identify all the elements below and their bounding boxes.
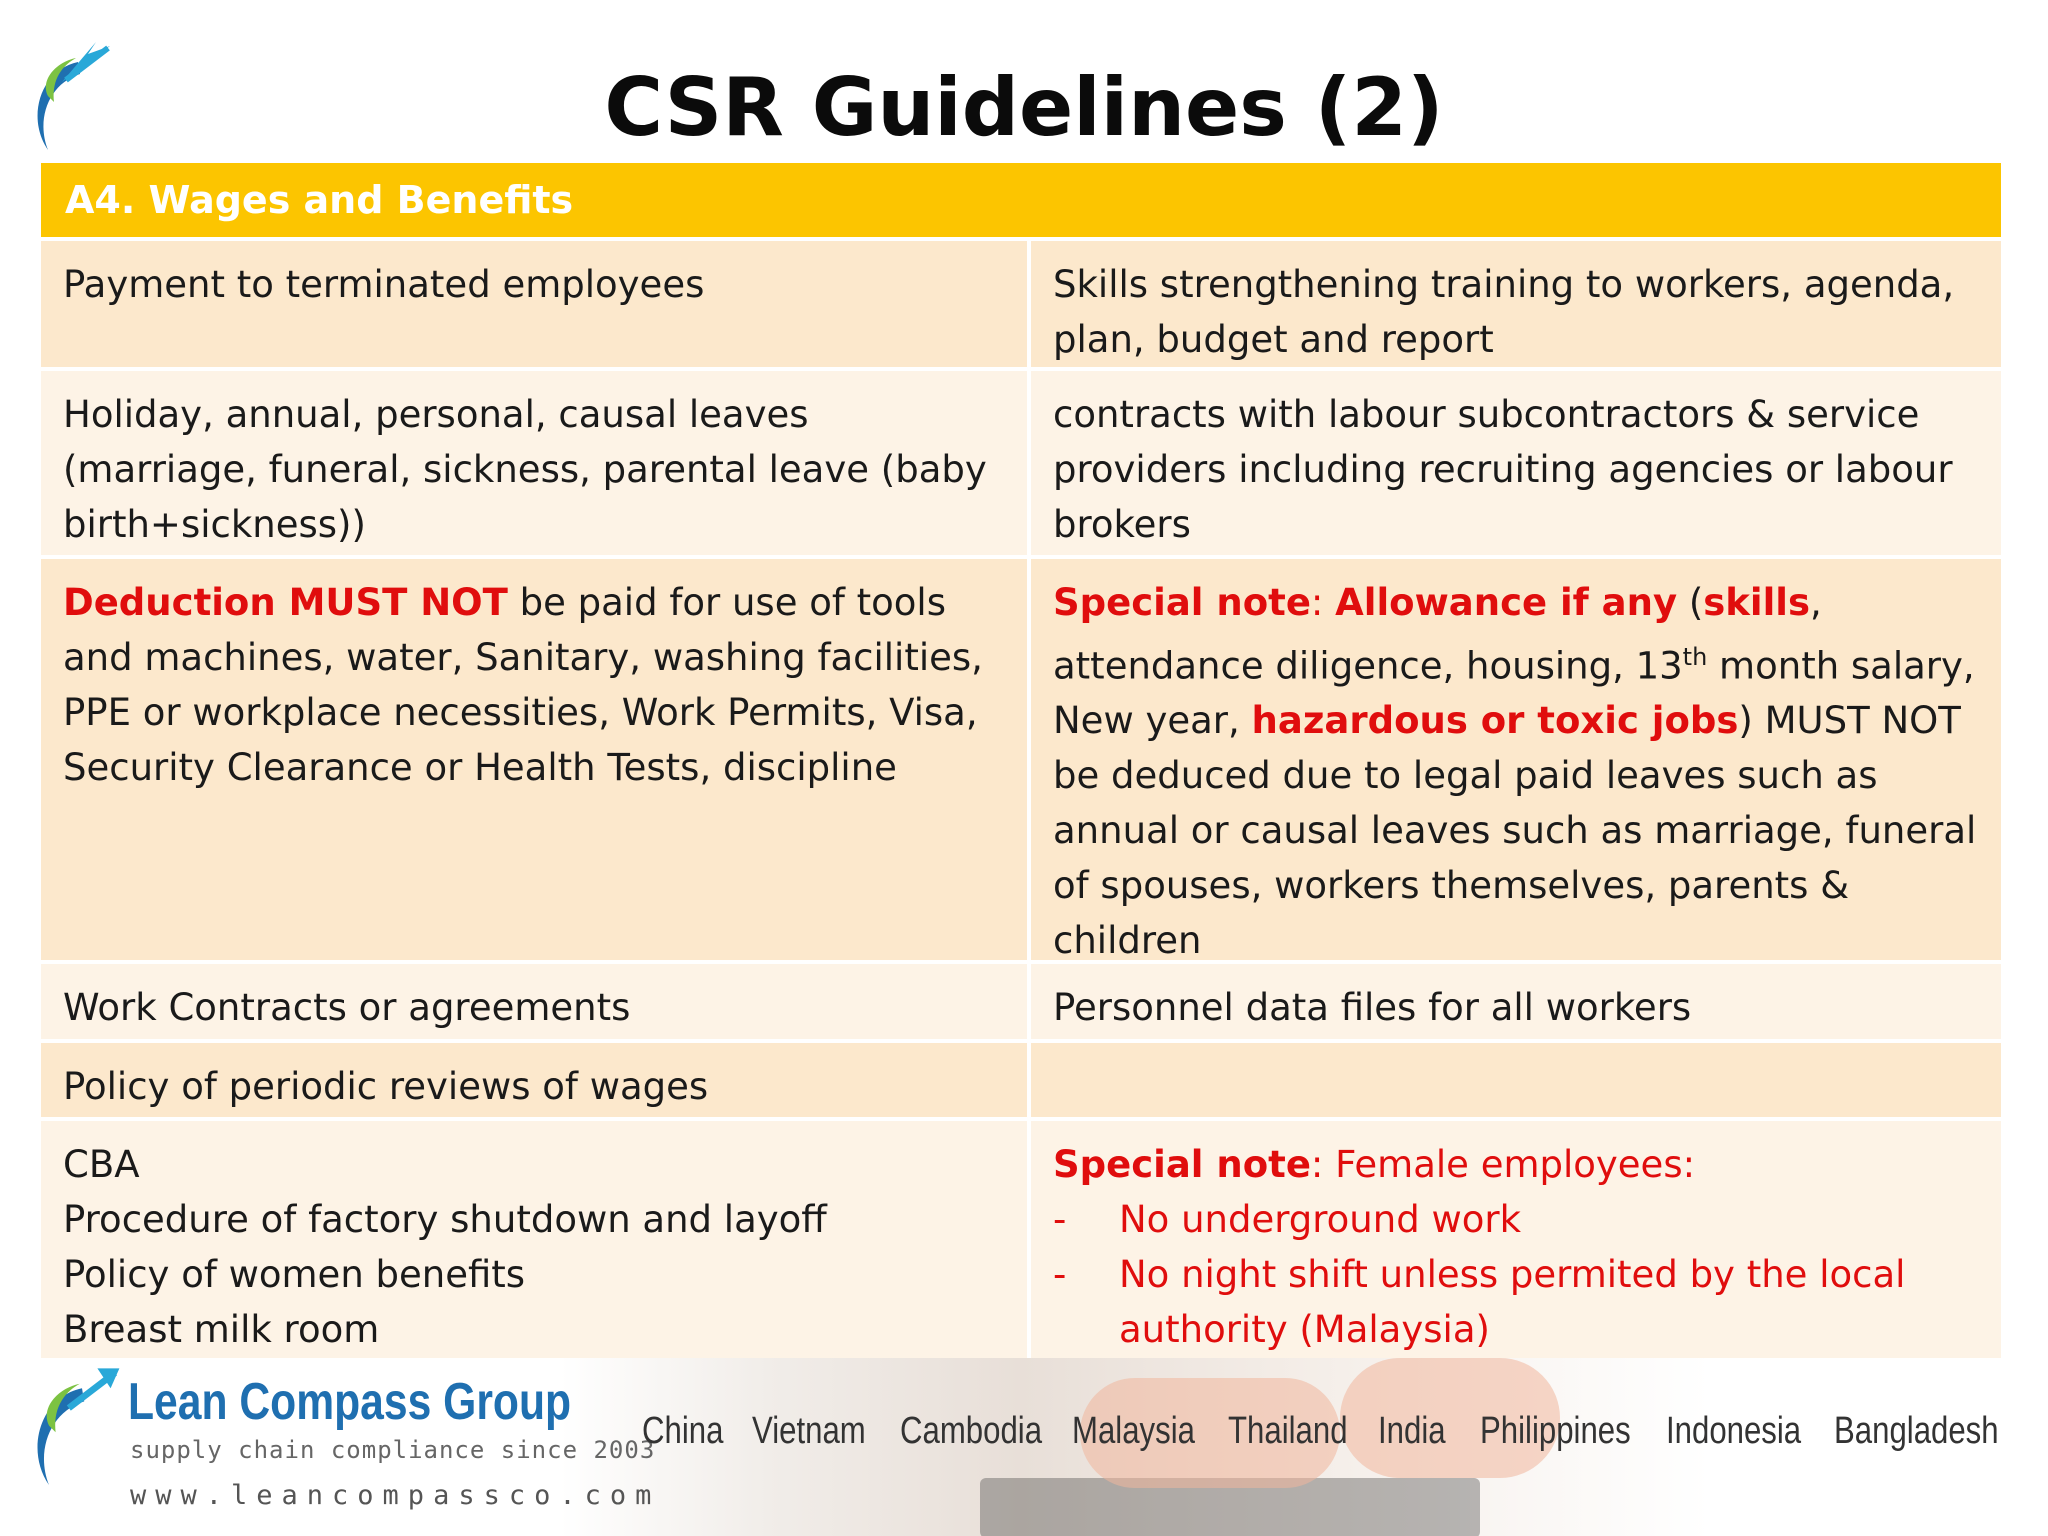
special-note-colon: : [1310, 581, 1336, 624]
bullet-text: No underground work [1119, 1198, 1521, 1241]
special-note-label: Special note [1053, 1143, 1311, 1186]
country-list [642, 1410, 2004, 1453]
country-label: Cambodia [900, 1410, 1043, 1452]
table-cell [41, 559, 1027, 960]
table-cell: Payment to terminated employees [41, 241, 1027, 367]
table-row [41, 1043, 2001, 1117]
ordinal-suffix: th [1682, 643, 1708, 671]
allowance-text: , attendance diligence, housing, 13 [1053, 581, 1822, 688]
brand-tagline: supply chain compliance since 2003 [130, 1436, 656, 1464]
hazardous-label: hazardous or toxic jobs [1251, 699, 1739, 743]
table-cell: Skills strengthening training to workers, agenda, plan, budget and report [1031, 241, 2001, 367]
country-label: Bangladesh [1834, 1410, 1999, 1452]
list-item: Procedure of factory shutdown and layoff [63, 1198, 827, 1241]
list-item: - No underground work [1053, 1192, 1979, 1247]
table-cell [1031, 1043, 2001, 1117]
allowance-paren: ( [1677, 581, 1704, 624]
deduction-text: be paid for use of tools and machines, water, Sanitary, washing facilities, PPE or workplace necessities, Work Permits, Visa, Security Clearance or Health Tests, discipline [63, 581, 983, 789]
country-label: Philippines [1480, 1410, 1631, 1452]
special-note-text: : Female employees: [1310, 1143, 1696, 1186]
table-cell [41, 1121, 1027, 1358]
country-label: India [1378, 1410, 1446, 1452]
table-row [41, 964, 2001, 1039]
wages-benefits-table [41, 163, 2001, 1362]
country-label: Malaysia [1072, 1410, 1195, 1452]
footer-banner [0, 1358, 2048, 1536]
list-item: Policy of women benefits [63, 1253, 526, 1296]
allowance-label: Allowance if any [1335, 581, 1678, 624]
country-label: Indonesia [1666, 1410, 1802, 1452]
list-item: Breast milk room [63, 1308, 380, 1351]
special-note-label: Special note [1053, 581, 1311, 624]
skills-label: skills [1703, 581, 1810, 624]
table-cell: Holiday, annual, personal, causal leaves (marriage, funeral, sickness, parental leave (baby birth+sickness)) [41, 371, 1027, 555]
country-label: China [642, 1410, 724, 1452]
country-label: Vietnam [752, 1410, 866, 1452]
company-logo-icon [16, 1360, 126, 1500]
table-cell: Work Contracts or agreements [41, 964, 1027, 1039]
allowance-text-3: ) MUST NOT be deduced due to legal paid leaves such as annual or causal leaves such as marriage, funeral of spouses, workers themselves, parents & children [1053, 699, 1977, 963]
table-cell: Policy of periodic reviews of wages [41, 1043, 1027, 1117]
website-link[interactable]: www.leancompassco.com [130, 1480, 661, 1511]
list-item: - No night shift unless permited by the local authority (Malaysia) [1053, 1247, 1979, 1357]
table-row [41, 559, 2001, 963]
bullet-text: No night shift unless permited by the local authority (Malaysia) [1119, 1253, 1906, 1351]
list-item: CBA [63, 1143, 140, 1186]
brand-name: Lean Compass Group [128, 1373, 572, 1431]
deduction-warning: Deduction MUST NOT [63, 581, 508, 624]
table-cell [1031, 559, 2001, 963]
table-row [41, 371, 2001, 555]
allowance-text-2: month salary, New year, [1053, 644, 1975, 743]
table-row [41, 241, 2001, 367]
table-cell: contracts with labour subcontractors & service providers including recruiting agencies or labour brokers [1031, 371, 2001, 555]
page-title: CSR Guidelines (2) [604, 61, 1444, 154]
table-cell [1031, 1121, 2001, 1358]
country-label: Thailand [1228, 1410, 1348, 1452]
table-row [41, 1121, 2001, 1358]
table-heading: A4. Wages and Benefits [41, 163, 2001, 237]
table-cell: Personnel data files for all workers [1031, 964, 2001, 1039]
